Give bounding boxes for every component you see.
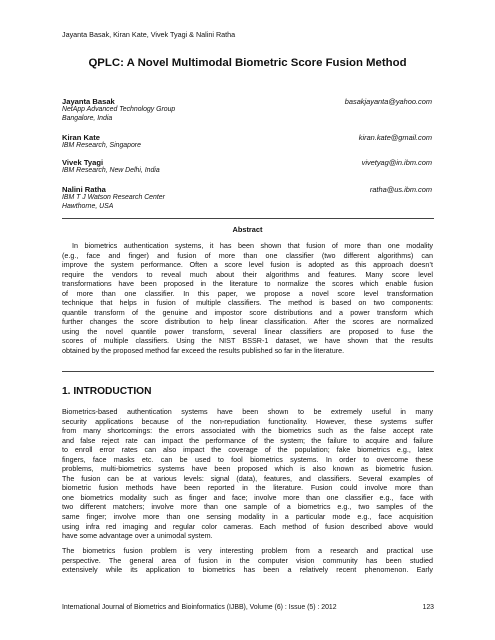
text-line: technique that helps in fusion of multiple classifiers. The method is based on two components: (62, 298, 433, 308)
text-line: extensively while its application to biometrics has been a relatively recent phenomenon. Early (62, 565, 433, 575)
author-name: Kiran Kate (62, 133, 100, 142)
text-line: to enroll error rates can also impact the coverage of the population; fake biometrics e.g., latex (62, 445, 433, 455)
text-line: obtained by the proposed method far exceed the results published so far in the literature. (62, 346, 345, 356)
author-block (62, 185, 432, 212)
text-line: of more than one classifier. In this paper, we propose a novel score level transformation (62, 288, 433, 298)
abstract-text (62, 241, 433, 356)
text-line: security applications because of the non-repudiation functionality. However, these systems suffer (62, 416, 433, 426)
author-affiliation: Bangalore, India (62, 114, 113, 122)
page-number: 123 (422, 604, 434, 611)
text-line: In biometrics authentication systems, it has been shown that fusion of more than one modality (72, 241, 433, 250)
text-line: scores of multiple classifiers. Using the NIST BSSR-1 dataset, we have shown that the results (62, 336, 433, 346)
intro-paragraph (62, 546, 433, 575)
paper-title: QPLC: A Novel Multimodal Biometric Score Fusion Method (88, 57, 407, 69)
section-heading: 1. INTRODUCTION (62, 386, 152, 397)
author-affiliation: IBM Research, New Delhi, India (62, 167, 160, 174)
author-block (62, 97, 432, 124)
intro-paragraph (62, 407, 433, 541)
text-line: using infra red imaging and regular color cameras. Each method of fusion described above would (62, 521, 433, 531)
author-name: Vivek Tyagi (62, 158, 104, 167)
text-line: improve the system performance. Often a score level fusion is adopted as this approach doesn’t (62, 260, 433, 270)
divider (62, 218, 434, 219)
text-line: further changes the score distribution to help linear classification. After the scores are normalized (62, 317, 433, 327)
author-email: vivetyag@in.ibm.com (361, 158, 432, 167)
author-affiliation: IBM T J Watson Research Center (62, 194, 165, 201)
text-line: problems, multi-biometrics systems have been proposed which is also known as biometric fusion. (62, 464, 433, 474)
text-line: (e.g., face and finger) and fusion of more than one classifier (two different algorithms) can (62, 250, 433, 260)
text-line: fingers, face masks etc. can be used to fool biometrics systems. In order to overcome these (62, 454, 433, 464)
author-name: Nalini Ratha (62, 185, 106, 194)
author-name: Jayanta Basak (62, 97, 115, 106)
text-line: have some advantage over a unimodal system. (62, 531, 213, 541)
author-email: ratha@us.ibm.com (369, 185, 432, 194)
text-line: biometric fusion methods have been reported in the literature. Fusion could involve more than (62, 483, 433, 493)
abstract-heading: Abstract (232, 225, 263, 234)
text-line: The biometrics fusion problem is very interesting problem from a research and practical use (62, 546, 433, 555)
text-line: and false reject rate can impact the performance of the system; the failure to acquire and failure (62, 435, 433, 445)
text-line: transformations have been proposed in the literature to normalize the scores which enable fusion (62, 279, 433, 289)
text-line: The fusion can be at various levels: signal (data), features, and classifiers. Several examples of (62, 473, 433, 483)
author-affiliation: NetApp Advanced Technology Group (62, 106, 176, 113)
author-email: basakjayanta@yahoo.com (344, 97, 432, 106)
text-line: one biometrics modality such as finger and face; involve more than one classifier e.g., face with (62, 492, 433, 502)
author-affiliation: IBM Research, Singapore (62, 142, 141, 149)
text-line: perspective. The general area of fusion in the computer vision community has been studied (62, 555, 433, 565)
divider (62, 371, 434, 372)
text-line: using the novel quantile power transform, several linear classifiers are proposed to fuse the (62, 326, 433, 336)
running-header: Jayanta Basak, Kiran Kate, Vivek Tyagi & Nalini Ratha (62, 30, 236, 39)
author-block (62, 133, 432, 151)
text-line: two different matchers; involve more than one sample of a biometrics e.g., two samples of the (62, 502, 433, 512)
author-email: kiran.kate@gmail.com (358, 133, 432, 142)
author-block (62, 158, 432, 176)
text-line: require the vendors to reveal much about their algorithms and features. Many score level (62, 269, 433, 279)
page-footer (62, 604, 434, 611)
author-affiliation: Hawthorne, USA (62, 202, 114, 210)
text-line: from many shortcomings: the errors associated with the biometrics such as the false accept rate (62, 426, 433, 436)
text-line: same finger; involve more than one sensing modality in a particular mode e.g., face acquisition (62, 512, 433, 522)
text-line: Biometrics-based authentication systems have been shown to be extremely useful in many (62, 407, 433, 416)
text-line: quantile transform of the genuine and impostor score distributions and a power transform which (62, 307, 433, 317)
footer-journal: International Journal of Biometrics and Bioinformatics (IJBB), Volume (6) : Issue (5) : 2012 (62, 604, 337, 611)
